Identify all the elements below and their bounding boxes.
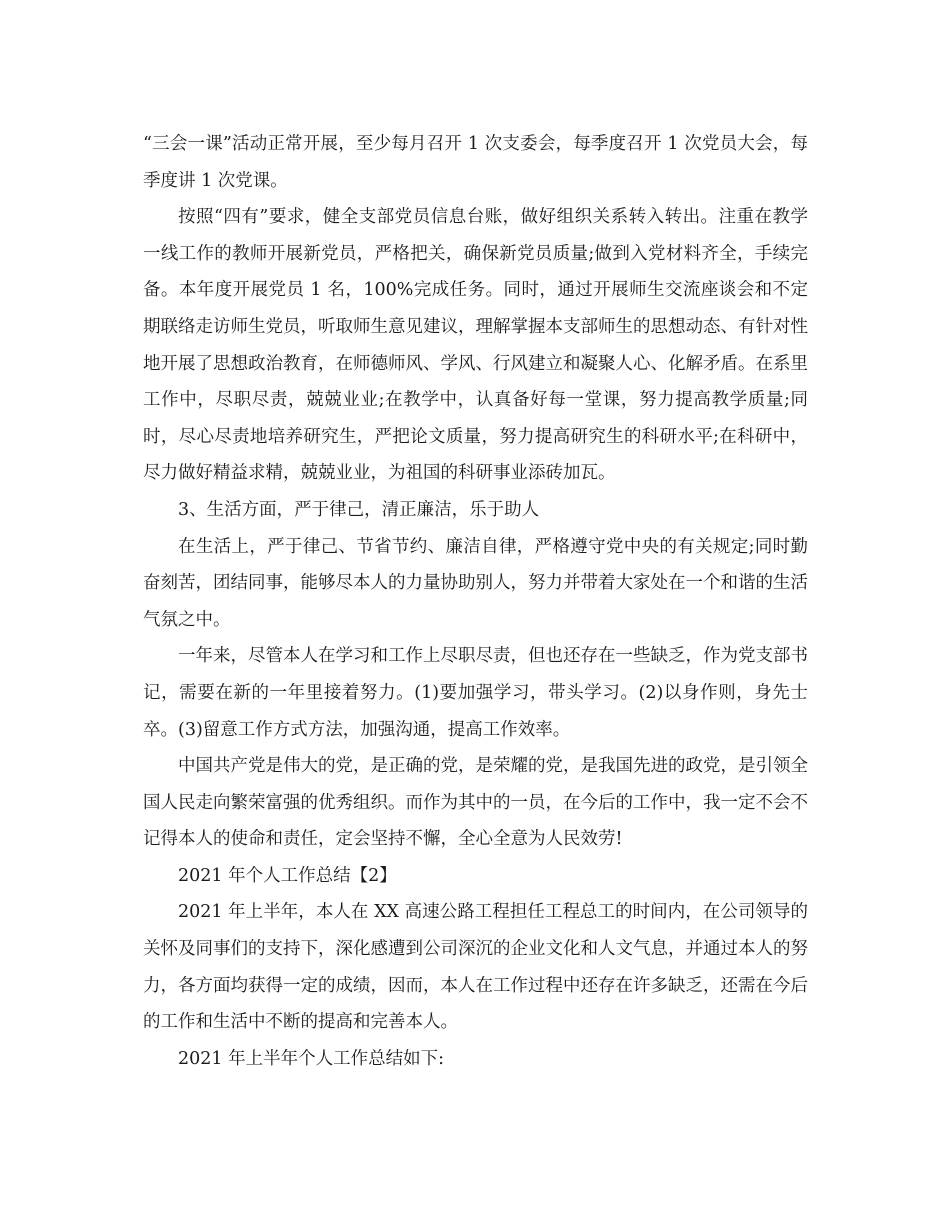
paragraph-1: “三会一课”活动正常开展，至少每月召开 1 次支委会，每季度召开 1 次党员大会，每季度讲 1 次党课。 [143, 134, 808, 191]
section-title-2021-summary-2: 2021 年个人工作总结【2】 [178, 865, 397, 886]
paragraph-4: 在生活上，严于律己、节省节约、廉洁自律，严格遵守党中央的有关规定;同时勤奋刻苦，团结同事，能够尽本人的力量协助别人，努力并带着大家处在一个和谐的生活气氛之中。 [143, 536, 808, 630]
paragraph-9: 2021 年上半年个人工作总结如下: [178, 1048, 444, 1069]
paragraph-6: 中国共产党是伟大的党，是正确的党，是荣耀的党，是我国先进的政党，是引领全国人民走向繁荣富强的优秀组织。而作为其中的一员，在今后的工作中，我一定不会不记得本人的使命和责任，定会坚持不懈，全心全意为人民效劳! [143, 756, 808, 850]
section-heading-life: 3、生活方面，严于律己，清正廉洁，乐于助人 [178, 499, 540, 520]
document-body [143, 126, 808, 1077]
paragraph-8: 2021 年上半年，本人在 XX 高速公路工程担任工程总工的时间内，在公司领导的关怀及同事们的支持下，深化感遭到公司深沉的企业文化和人文气息，并通过本人的努力，各方面均获得一定的成绩，因而，本人在工作过程中还存在许多缺乏，还需在今后的工作和生活中不断的提高和完善本人。 [143, 902, 808, 1033]
paragraph-2: 按照“四有”要求，健全支部党员信息台账，做好组织关系转入转出。注重在教学一线工作的教师开展新党员，严格把关，确保新党员质量;做到入党材料齐全，手续完备。本年度开展党员 1 名，100%完成任务。同时，通过开展师生交流座谈会和不定期联络走访师生党员，听取师生意见建议，理解掌握本支部师生的思想动态、有针对性地开展了思想政治教育，在师德师风、学风、行风建立和凝聚人心、化解矛盾。在系里工作中，尽职尽责，兢兢业业;在教学中，认真备好每一堂课，努力提高教学质量;同时，尽心尽责地培养研究生，严把论文质量，努力提高研究生的科研水平;在科研中，尽力做好精益求精，兢兢业业，为祖国的科研事业添砖加瓦。 [143, 207, 808, 484]
paragraph-5: 一年来，尽管本人在学习和工作上尽职尽责，但也还存在一些缺乏，作为党支部书记，需要在新的一年里接着努力。(1)要加强学习，带头学习。(2)以身作则，身先士卒。(3)留意工作方式方法，加强沟通，提高工作效率。 [143, 646, 808, 740]
